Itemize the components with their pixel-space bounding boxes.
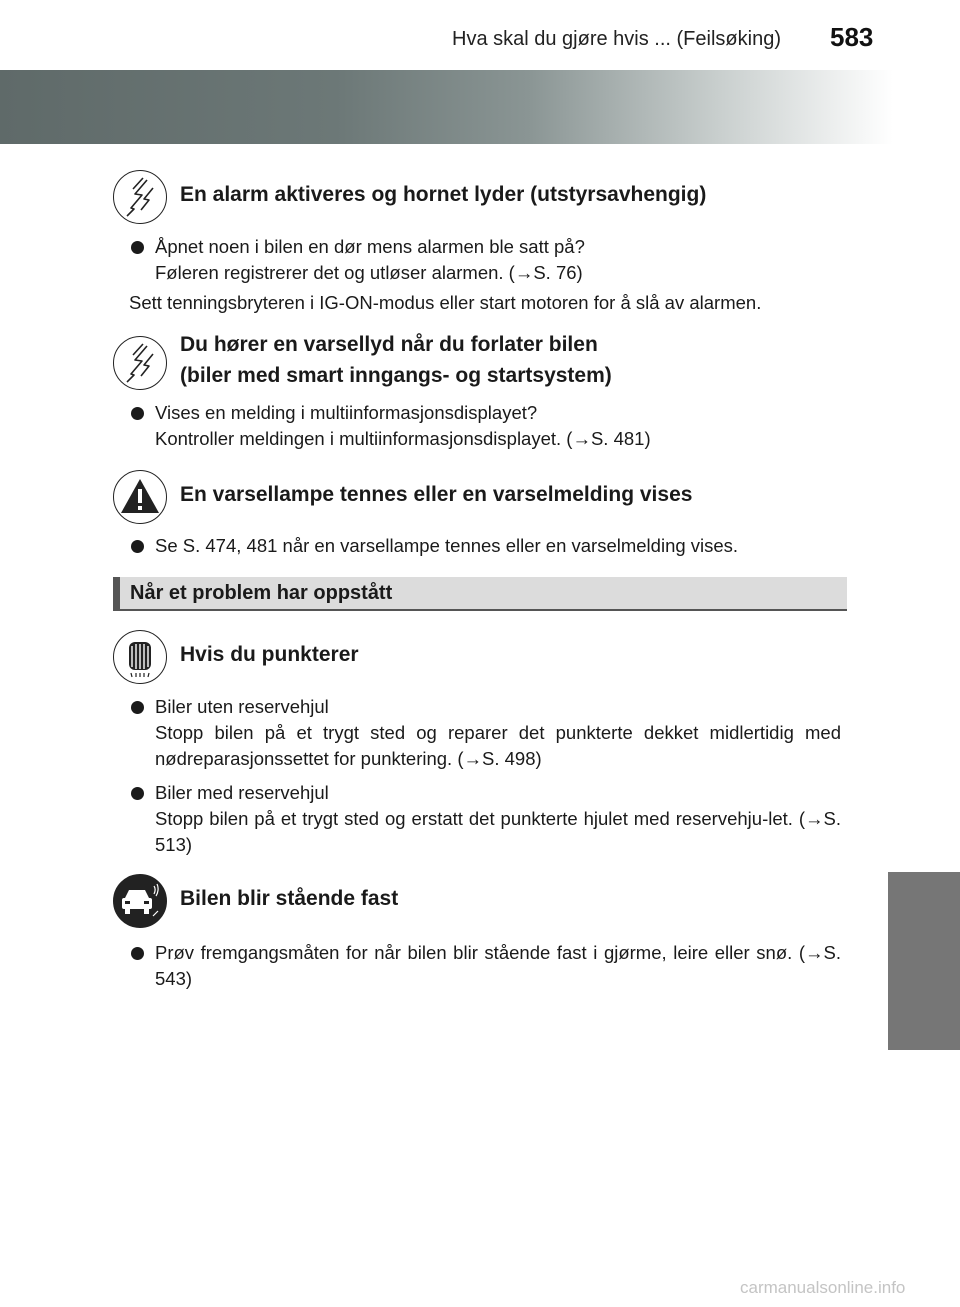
- warning-sound-heading-1: Du hører en varsellyd når du forlater bilen: [180, 333, 598, 356]
- alarm-heading: En alarm aktiveres og hornet lyder (utstyrsavhengig): [180, 183, 707, 206]
- flat-tire-bullet2-title: Biler med reservehjul: [155, 782, 329, 803]
- bullet: [131, 787, 144, 800]
- stuck-car-icon: [113, 874, 167, 928]
- bullet: [131, 947, 144, 960]
- running-title: Hva skal du gjøre hvis ... (Feilsøking): [452, 28, 781, 50]
- bullet: [131, 407, 144, 420]
- stuck-text: Prøv fremgangsmåten for når bilen blir stående fast i gjørme, leire eller snø. (→S. 543): [155, 942, 841, 989]
- section-bar-title: Når et problem har oppstått: [130, 582, 393, 604]
- header-band: [0, 70, 960, 144]
- alarm-note: Sett tenningsbryteren i IG-ON-modus eller start motoren for å slå av alarmen.: [129, 292, 762, 313]
- flat-tire-bullet1-title: Biler uten reservehjul: [155, 696, 329, 717]
- section-bar: [113, 577, 847, 611]
- bullet: [131, 540, 144, 553]
- warning-sound-heading-2: (biler med smart inngangs- og startsystem): [180, 364, 612, 387]
- warning-sound-question: Vises en melding i multiinformasjonsdisplayet?: [155, 402, 538, 423]
- flat-tire-bullet1-text: Stopp bilen på et trygt sted og reparer det punkterte dekket midlertidig med nødreparasjonssettet for punktering. (→S. 498): [155, 722, 841, 769]
- flat-tire-icon: [113, 630, 167, 684]
- watermark: carmanualsonline.info: [740, 1278, 906, 1297]
- page-header: [0, 0, 960, 60]
- warning-sound-icon: [113, 336, 167, 390]
- exclamation-warning-icon: [113, 470, 167, 524]
- stuck-heading: Bilen blir stående fast: [180, 887, 399, 910]
- flat-tire-bullet2-text: Stopp bilen på et trygt sted og erstatt det punkterte hjulet med reservehju-let. (→S. 513): [155, 808, 841, 855]
- alarm-answer: Føleren registrerer det og utløser alarmen. (→S. 76): [155, 262, 583, 283]
- warning-sound-answer: Kontroller meldingen i multiinformasjonsdisplayet. (→S. 481): [155, 428, 651, 449]
- horn-alarm-icon: [113, 170, 167, 224]
- flat-tire-heading: Hvis du punkterer: [180, 643, 359, 666]
- bullet: [131, 701, 144, 714]
- chapter-thumb-tab: [888, 872, 960, 1050]
- warning-light-heading: En varsellampe tennes eller en varselmelding vises: [180, 483, 693, 506]
- warning-light-text: Se S. 474, 481 når en varsellampe tennes eller en varselmelding vises.: [155, 535, 739, 556]
- alarm-question: Åpnet noen i bilen en dør mens alarmen ble satt på?: [155, 236, 585, 257]
- bullet: [131, 241, 144, 254]
- page-number: 583: [830, 22, 874, 52]
